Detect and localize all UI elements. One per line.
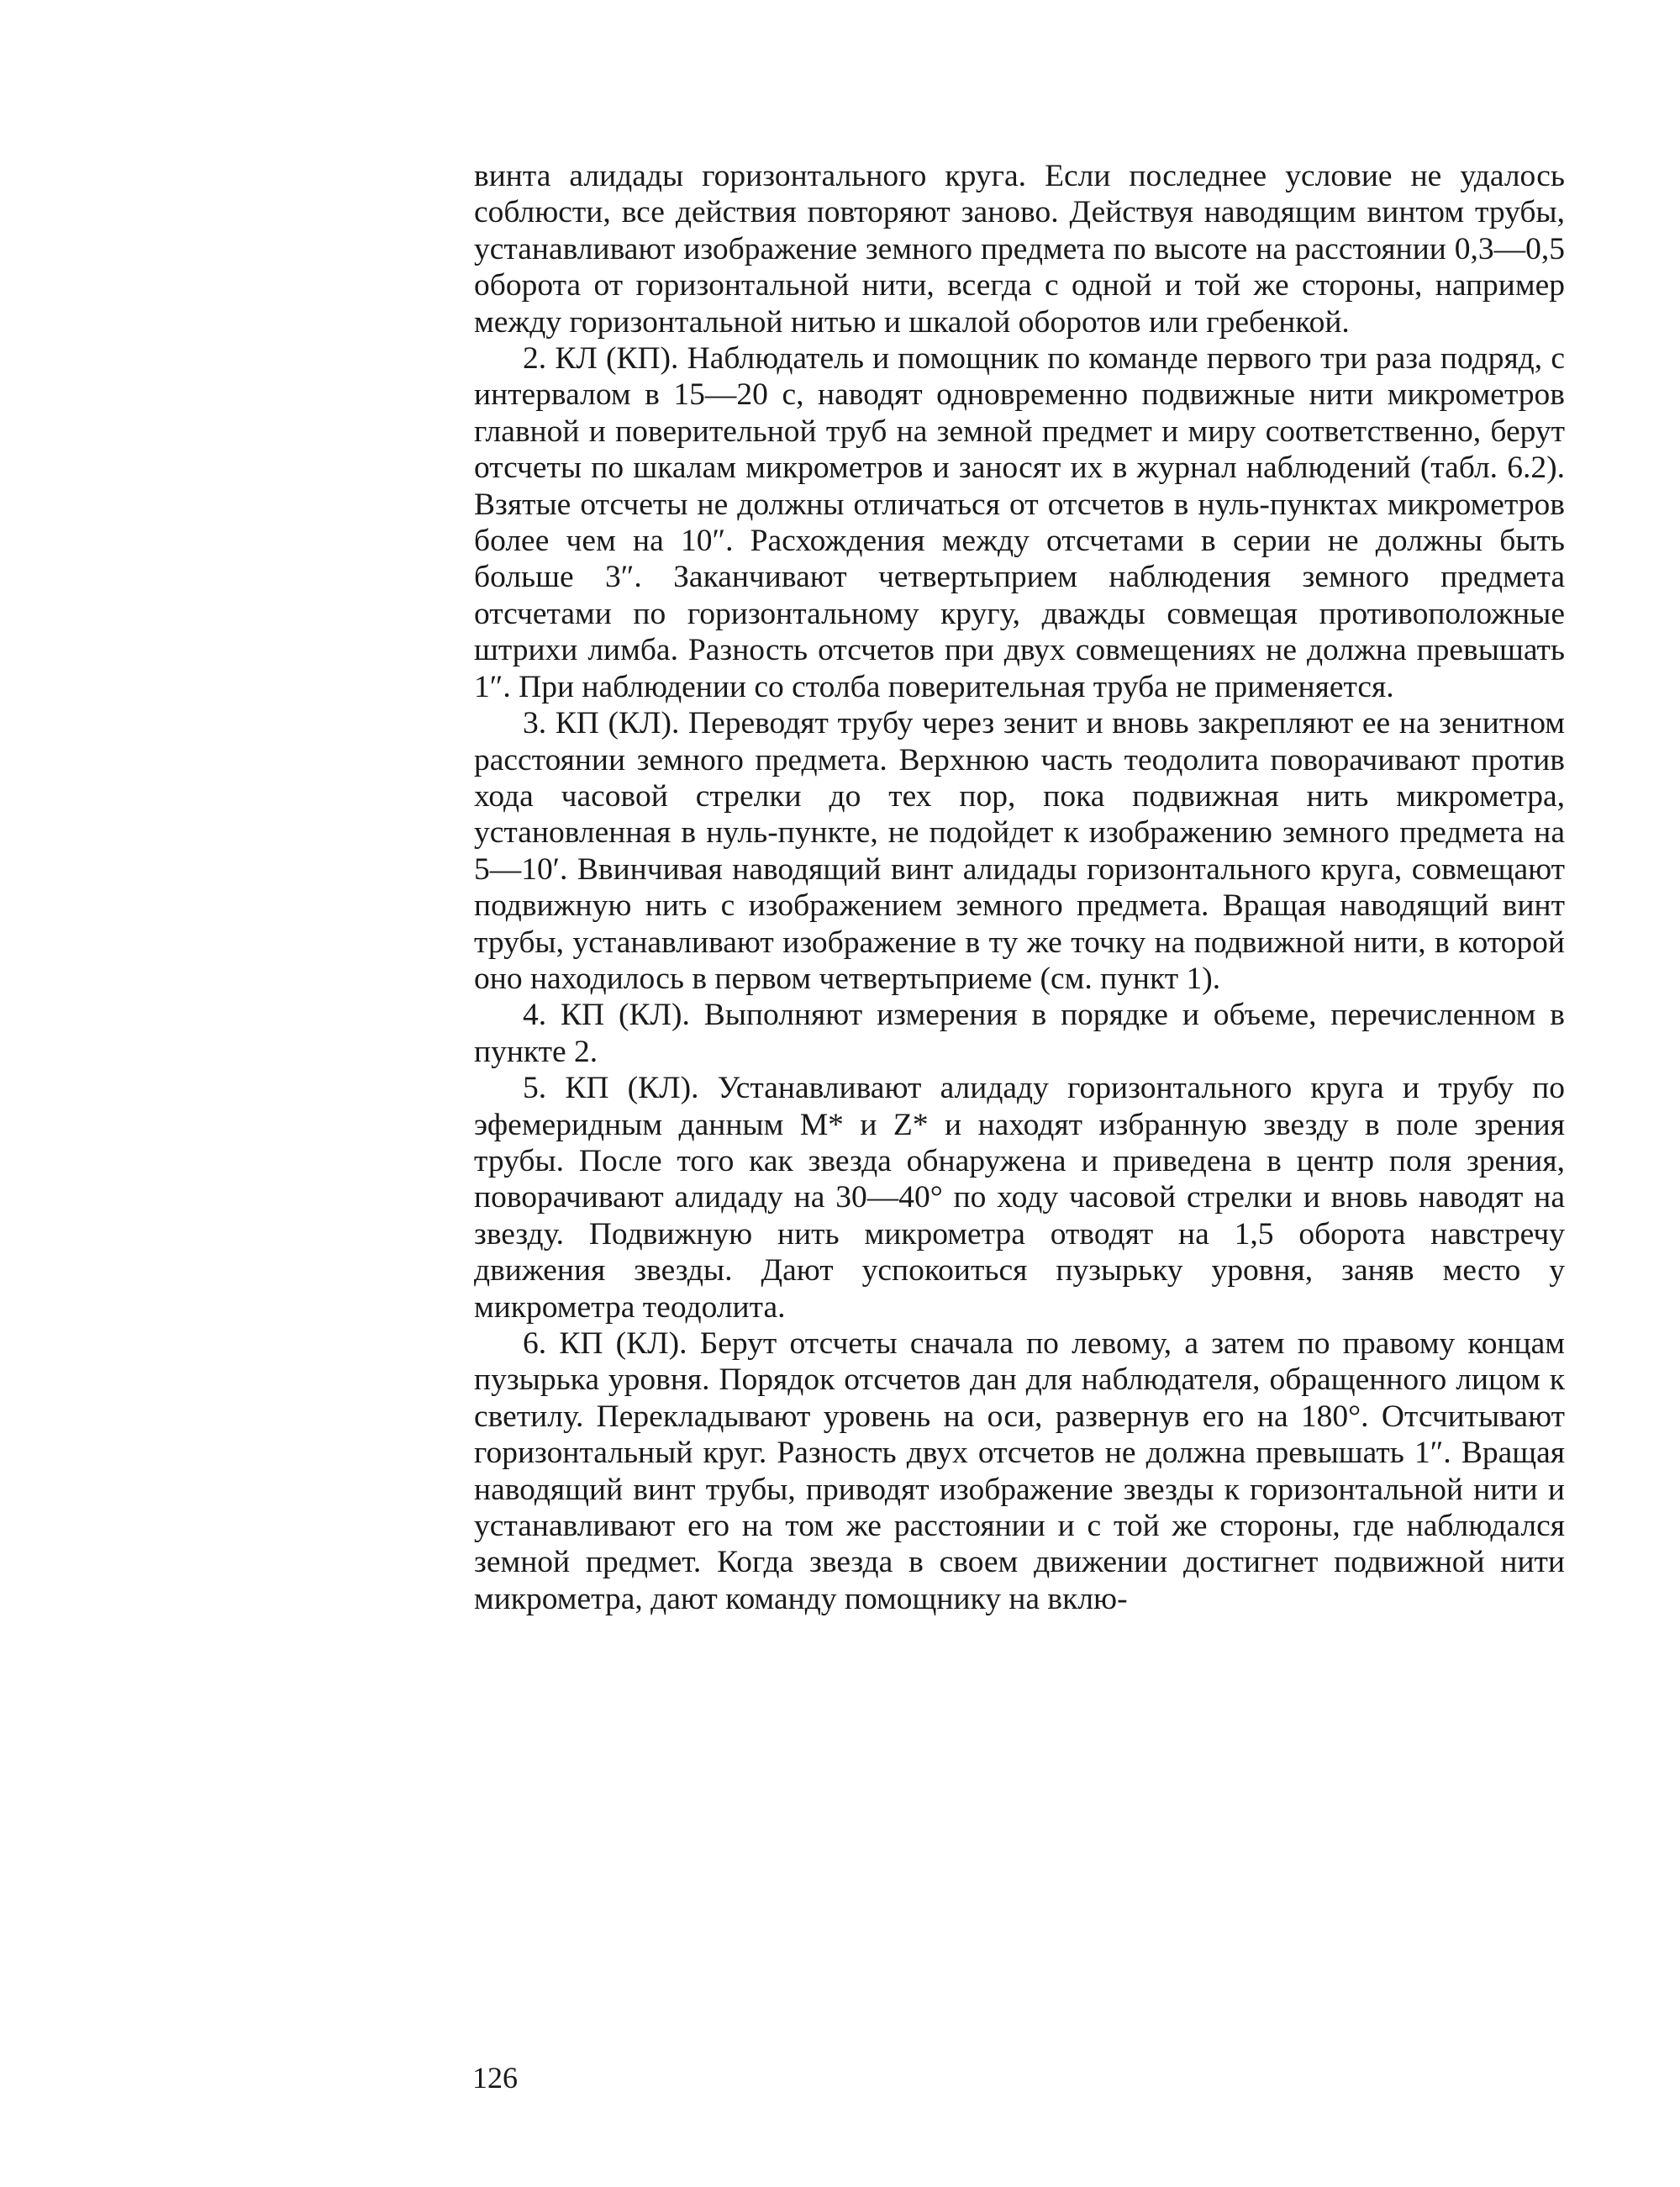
paragraph-step-4: 4. КП (КЛ). Выполняют измерения в порядке и объеме, перечисленном в пункте 2. (474, 998, 1565, 1069)
body-text (474, 158, 1565, 1617)
paragraph-continuation: винта алидады горизонтального круга. Если последнее условие не удалось соблюсти, все действия повторяют заново. Действуя наводящим винтом трубы, устанавливают изображение земного предмета по высоте на расстоянии 0,3—0,5 оборота от горизонтальной нити, всегда с одной и той же стороны, например между горизонтальной нитью и шкалой оборотов или гребенкой. (474, 159, 1565, 340)
paragraph-step-5: 5. КП (КЛ). Устанавливают алидаду горизонтального круга и трубу по эфемеридным данным M* и Z* и находят избранную звезду в поле зрения трубы. После того как звезда обнаружена и приведена в центр поля зрения, поворачивают алидаду на 30—40° по ходу часовой стрелки и вновь наводят на звезду. Подвижную нить микрометра отводят на 1,5 оборота навстречу движения звезды. Дают успокоиться пузырьку уровня, заняв место у микрометра теодолита. (474, 1071, 1565, 1325)
paragraph-step-3: 3. КП (КЛ). Переводят трубу через зенит и вновь закрепляют ее на зенитном расстоянии земного предмета. Верхнюю часть теодолита поворачивают против хода часовой стрелки до тех пор, пока подвижная нить микрометра, установленная в нуль-пункте, не подойдет к изображению земного предмета на 5—10′. Ввинчивая наводящий винт алидады горизонтального круга, совмещают подвижную нить с изображением земного предмета. Вращая наводящий винт трубы, устанавливают изображение в ту же точку на подвижной нити, в которой оно находилось в первом четвертьприеме (см. пункт 1). (474, 706, 1565, 996)
paragraph-step-2: 2. КЛ (КП). Наблюдатель и помощник по команде первого три раза подряд, с интервалом в 15—20 с, наводят одновременно подвижные нити микрометров главной и поверительной труб на земной предмет и миру соответственно, берут отсчеты по шкалам микрометров и заносят их в журнал наблюдений (табл. 6.2). Взятые отсчеты не должны отличаться от отсчетов в нуль-пунктах микрометров более чем на 10″. Расхождения между отсчетами в серии не должны быть больше 3″. Заканчивают четвертьприем наблюдения земного предмета отсчетами по горизонтальному кругу, дважды совмещая противоположные штрихи лимба. Разность отсчетов при двух совмещениях не должна превышать 1″. При наблюдении со столба поверительная труба не применяется. (474, 341, 1565, 704)
page-number: 126 (472, 2061, 518, 2095)
paragraph-step-6: 6. КП (КЛ). Берут отсчеты сначала по левому, а затем по правому концам пузырька уровня. Порядок отсчетов дан для наблюдателя, обращенного лицом к светилу. Перекладывают уровень на оси, развернув его на 180°. Отсчитывают горизонтальный круг. Разность двух отсчетов не должна превышать 1″. Вращая наводящий винт трубы, приводят изображение звезды к горизонтальной нити и устанавливают его на том же расстоянии и с той же стороны, где наблюдался земной предмет. Когда звезда в своем движении достигнет подвижной нити микрометра, дают команду помощнику на вклю- (474, 1326, 1565, 1616)
